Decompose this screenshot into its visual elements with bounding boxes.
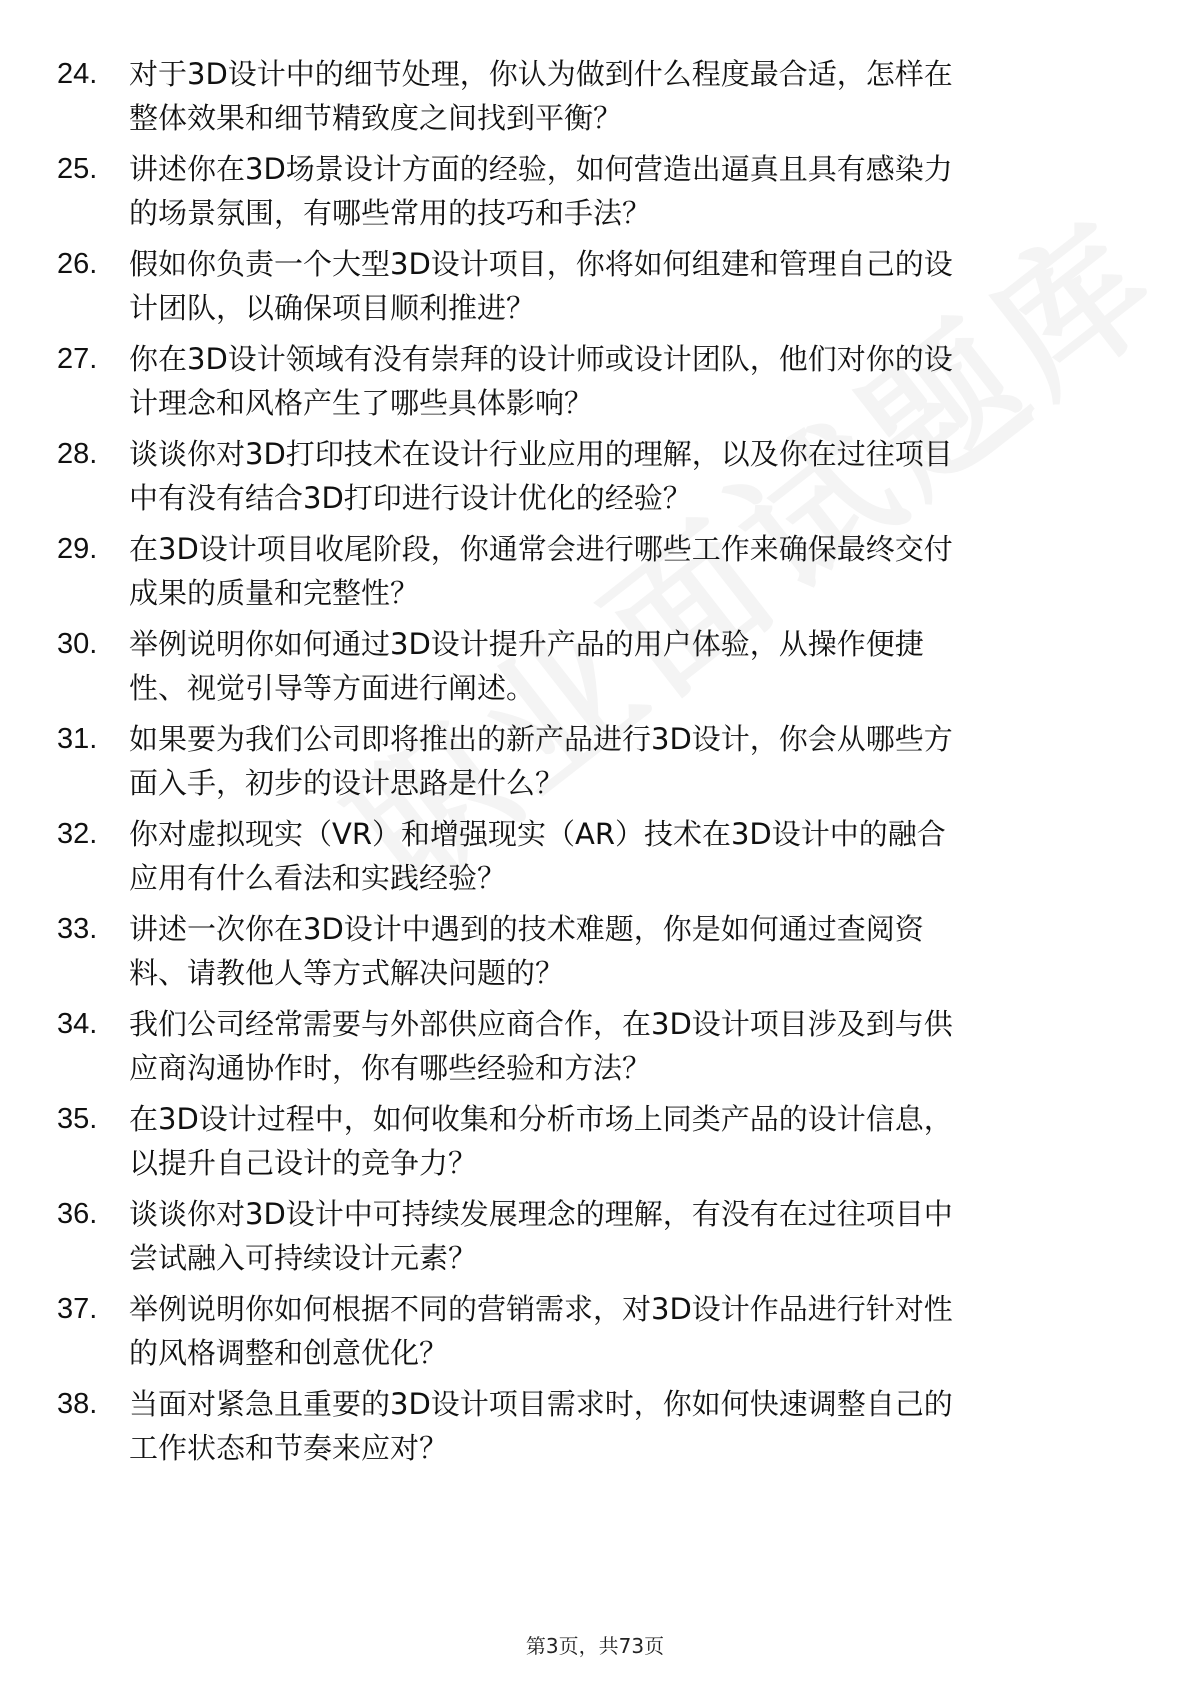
question-text-line-2: 工作状态和节奏来应对？ — [129, 1431, 449, 1465]
question-item-31 — [0, 717, 1190, 817]
question-text-line-1: 在3D设计过程中，如何收集和分析市场上同类产品的设计信息， — [129, 1102, 953, 1136]
question-number: 35. — [57, 1103, 98, 1135]
page-number-footer: 第3页，共73页 — [525, 1634, 665, 1658]
question-number: 37. — [57, 1293, 98, 1325]
question-number: 38. — [57, 1388, 98, 1420]
question-text-line-2: 成果的质量和完整性？ — [129, 576, 420, 610]
question-text-line-2: 料、请教他人等方式解决问题的？ — [129, 956, 565, 990]
question-item-29 — [0, 527, 1190, 627]
question-text-line-2: 的风格调整和创意优化？ — [129, 1336, 449, 1370]
question-number: 27. — [57, 343, 98, 375]
question-text-line-2: 中有没有结合3D打印进行设计优化的经验？ — [129, 481, 692, 515]
question-item-35 — [0, 1097, 1190, 1197]
question-item-27 — [0, 337, 1190, 437]
question-text-line-2: 整体效果和细节精致度之间找到平衡？ — [129, 101, 623, 135]
question-item-30 — [0, 622, 1190, 722]
question-text-line-1: 当面对紧急且重要的3D设计项目需求时，你如何快速调整自己的 — [129, 1387, 953, 1421]
question-text-line-1: 谈谈你对3D设计中可持续发展理念的理解，有没有在过往项目中 — [129, 1197, 953, 1231]
question-text-line-2: 计理念和风格产生了哪些具体影响？ — [129, 386, 594, 420]
question-number: 34. — [57, 1008, 98, 1040]
question-text-line-1: 假如你负责一个大型3D设计项目，你将如何组建和管理自己的设 — [129, 247, 953, 281]
question-text-line-2: 面入手，初步的设计思路是什么？ — [129, 766, 565, 800]
question-item-38 — [0, 1382, 1190, 1482]
question-text-line-2: 计团队，以确保项目顺利推进？ — [129, 291, 536, 325]
question-item-24 — [0, 52, 1190, 152]
question-text-line-1: 在3D设计项目收尾阶段，你通常会进行哪些工作来确保最终交付 — [129, 532, 953, 566]
question-item-34 — [0, 1002, 1190, 1102]
question-text-line-2: 的场景氛围，有哪些常用的技巧和手法？ — [129, 196, 652, 230]
question-text-line-1: 我们公司经常需要与外部供应商合作，在3D设计项目涉及到与供 — [129, 1007, 953, 1041]
question-item-36 — [0, 1192, 1190, 1292]
question-item-32 — [0, 812, 1190, 912]
question-number: 25. — [57, 153, 98, 185]
question-item-25 — [0, 147, 1190, 247]
question-text-line-1: 对于3D设计中的细节处理，你认为做到什么程度最合适，怎样在 — [129, 57, 953, 91]
question-item-33 — [0, 907, 1190, 1007]
question-text-line-2: 性、视觉引导等方面进行阐述。 — [129, 671, 536, 705]
question-text-line-2: 尝试融入可持续设计元素？ — [129, 1241, 478, 1275]
question-text-line-1: 谈谈你对3D打印技术在设计行业应用的理解，以及你在过往项目 — [129, 437, 953, 471]
question-number: 28. — [57, 438, 98, 470]
question-text-line-1: 举例说明你如何通过3D设计提升产品的用户体验，从操作便捷 — [129, 627, 924, 661]
question-item-28 — [0, 432, 1190, 532]
question-text-line-1: 如果要为我们公司即将推出的新产品进行3D设计，你会从哪些方 — [129, 722, 953, 756]
question-number: 29. — [57, 533, 98, 565]
question-number: 24. — [57, 58, 98, 90]
question-number: 26. — [57, 248, 98, 280]
question-text-line-2: 以提升自己设计的竞争力？ — [129, 1146, 478, 1180]
question-text-line-1: 讲述一次你在3D设计中遇到的技术难题，你是如何通过查阅资 — [129, 912, 924, 946]
question-text-line-1: 举例说明你如何根据不同的营销需求，对3D设计作品进行针对性 — [129, 1292, 953, 1326]
question-number: 31. — [57, 723, 98, 755]
question-number: 30. — [57, 628, 98, 660]
question-text-line-2: 应商沟通协作时，你有哪些经验和方法？ — [129, 1051, 652, 1085]
question-text-line-1: 你对虚拟现实（VR）和增强现实（AR）技术在3D设计中的融合 — [129, 817, 946, 851]
question-text-line-1: 讲述你在3D场景设计方面的经验，如何营造出逼真且具有感染力 — [129, 152, 953, 186]
question-number: 33. — [57, 913, 98, 945]
question-number: 36. — [57, 1198, 98, 1230]
question-number: 32. — [57, 818, 98, 850]
question-text-line-1: 你在3D设计领域有没有崇拜的设计师或设计团队，他们对你的设 — [129, 342, 953, 376]
question-item-37 — [0, 1287, 1190, 1387]
question-text-line-2: 应用有什么看法和实践经验？ — [129, 861, 507, 895]
question-item-26 — [0, 242, 1190, 342]
